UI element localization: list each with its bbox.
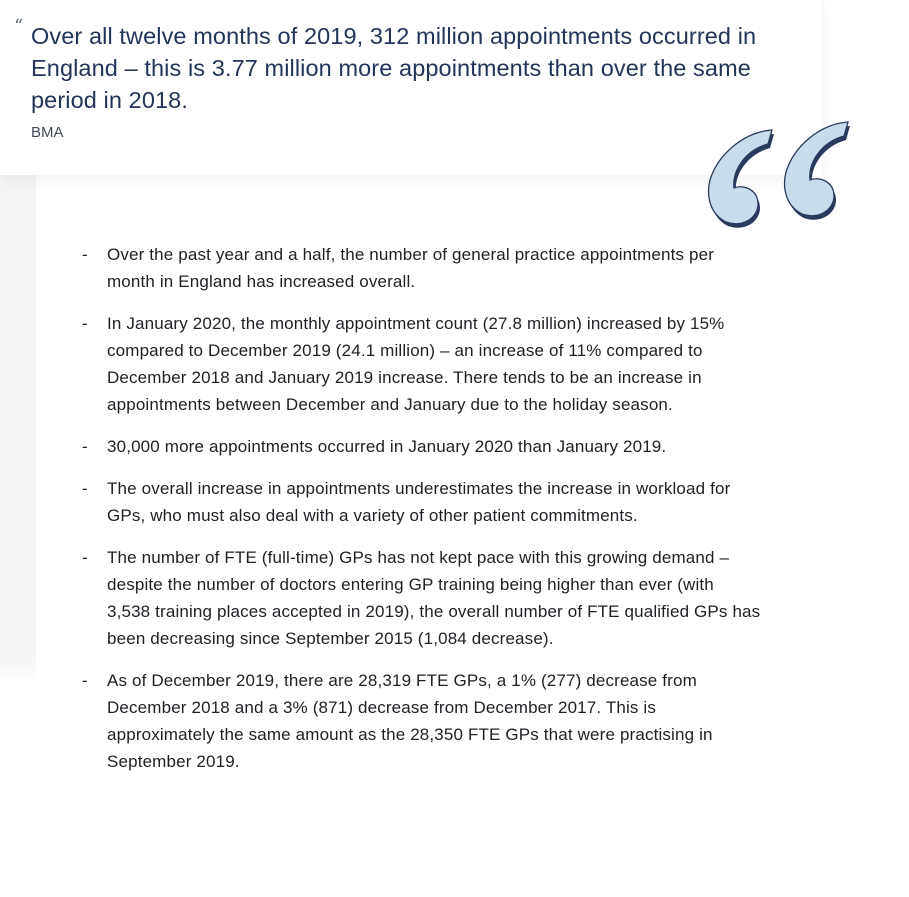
bullet-list [82,241,762,790]
bullet-marker: - [82,245,88,264]
list-item [82,667,762,775]
quote-mark-right [785,122,850,220]
list-item [82,310,762,418]
quote-mark-left [709,130,774,228]
bullet-marker: - [82,479,88,498]
list-item [82,475,762,529]
large-quotation-marks-icon [682,118,862,238]
list-item-text: In January 2020, the monthly appointment count (27.8 million) increased by 15% compared to December 2019 (24.1 million) – an increase of 11% compared to December 2018 and January 2019 increase. There tends to be an increase in appointments between December and January due to the holiday season. [107,314,725,414]
list-item-text: The number of FTE (full-time) GPs has not kept pace with this growing demand – despite the number of doctors entering GP training being higher than ever (with 3,538 training places accepted in 2019), the overall number of FTE qualified GPs has been decreasing since September 2015 (1,084 decrease). [107,548,761,648]
list-item-text: Over the past year and a half, the number of general practice appointments per month in England has increased overall. [107,245,715,291]
quote-source: BMA [31,124,64,141]
quote-text: Over all twelve months of 2019, 312 million appointments occurred in England – this is 3.77 million more appointments than over the same period in 2018. [31,23,757,113]
list-item [82,544,762,652]
bullet-marker: - [82,671,88,690]
left-background-band [0,175,36,680]
list-item-text: The overall increase in appointments underestimates the increase in workload for GPs, who must also deal with a variety of other patient commitments. [107,479,731,525]
left-background-fade [0,660,36,684]
list-item-text: As of December 2019, there are 28,319 FTE GPs, a 1% (277) decrease from December 2018 and a 3% (871) decrease from December 2017. This is approximately the same amount as the 28,350 FTE GPs that were practising in September 2019. [107,671,713,771]
bullet-marker: - [82,437,88,456]
list-item [82,241,762,295]
list-item-text: 30,000 more appointments occurred in January 2020 than January 2019. [107,437,667,456]
open-quote-mark: “ [14,16,24,37]
bullet-marker: - [82,548,88,567]
bullet-marker: - [82,314,88,333]
list-item [82,433,762,460]
